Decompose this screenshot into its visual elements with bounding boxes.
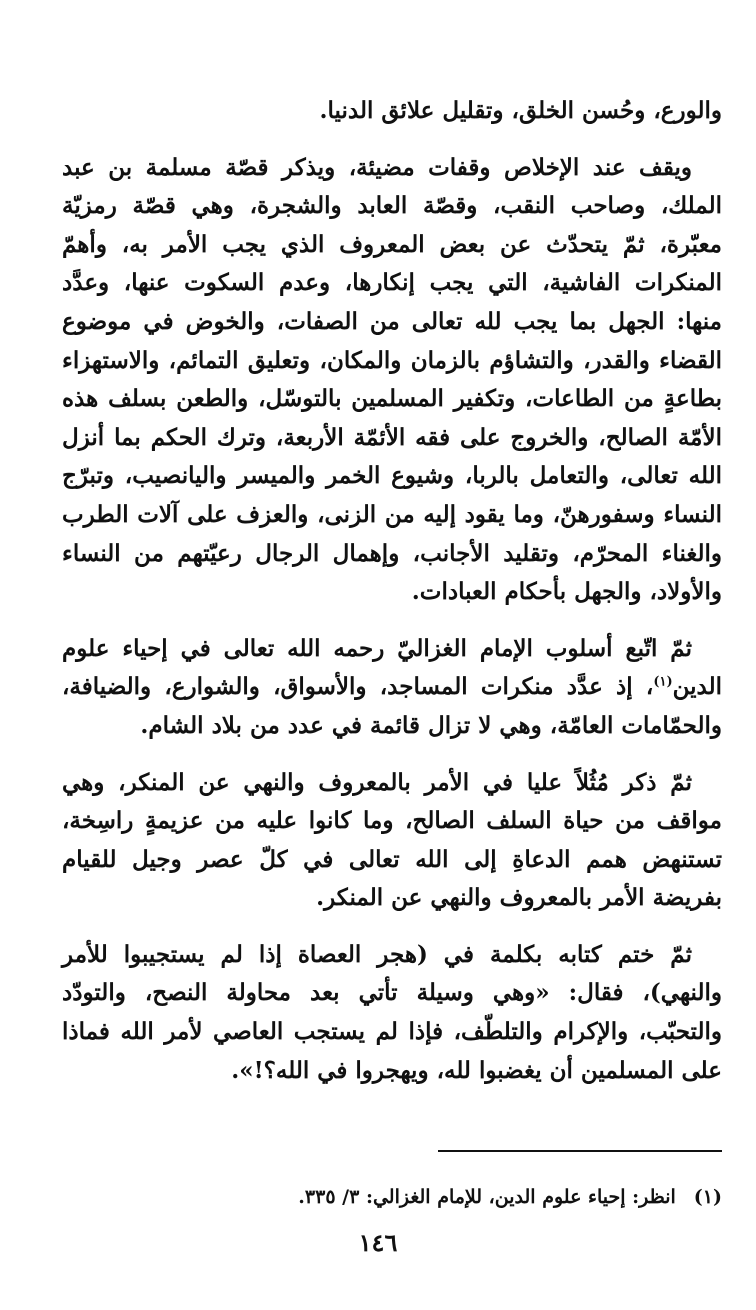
page-number: ١٤٦ — [358, 1228, 398, 1257]
footnote-text: انظر: إحياء علوم الدين، للإمام الغزالي: ٣/ ٣٣٥. — [298, 1186, 676, 1208]
paragraph-2: ويقف عند الإخلاص وقفات مضيئة، ويذكر قصّة مسلمة بن عبد الملك، وصاحب النقب، وقصّة العابد والشجرة، وهي قصّة رمزيّة معبّرة، ثمّ يتحدّث عن بعض المعروف الذي يجب الأمر به، وأهمّ المنكرات الفاشية، التي يجب إنكارها، وعدم السكوت عنها، وعدَّد منها: الجهل بما يجب لله تعالى من الصفات، والخوض في موضوع القضاء والقدر، والتشاؤم بالزمان والمكان، وتعليق التمائم، والاستهزاء بطاعةٍ من الطاعات، وتكفير المسلمين بالتوسّل، والطعن بسلف هذه الأمّة الصالح، والخروج على فقه الأئمّة الأربعة، وترك الحكم بما أنزل الله تعالى، والتعامل بالربا، وشيوع الخمر والميسر واليانصيب، وتبرّج النساء وسفورهنّ، وما يقود إليه من الزنى، والعزف على آلات الطرب والغناء المحرّم، وتقليد الأجانب، وإهمال الرجال رعيّتهم من النساء والأولاد، والجهل بأحكام العبادات. — [62, 153, 722, 606]
footnote-number: (١) — [693, 1186, 722, 1208]
paragraph-1: والورع، وحُسن الخلق، وتقليل علائق الدنيا. — [319, 97, 722, 124]
paragraph-3-text: ثمّ اتّبع أسلوب الإمام الغزاليّ رحمه الله تعالى في إحياء علوم الدين — [62, 634, 722, 701]
page-body — [62, 92, 722, 1108]
paragraph-3-text-continued: ، إذ عدَّد منكرات المساجد، والأسواق، والشوارع، والضيافة، والحمّامات العامّة، وهي لا تزال قائمة في عدد من بلاد الشام. — [62, 673, 722, 739]
footnote — [62, 1182, 722, 1212]
footnote-divider — [438, 1150, 722, 1152]
paragraph-4: ثمّ ذكر مُثُلاً عليا في الأمر بالمعروف والنهي عن المنكر، وهي مواقف من حياة السلف الصالح، وما كانوا عليه من عزيمةٍ راسِخة، تستنهض همم الدعاةِ إلى الله تعالى في كلّ عصر وجيل للقيام بفريضة الأمر بالمعروف والنهي عن المنكر. — [62, 768, 722, 912]
footnote-marker[interactable]: (١) — [653, 674, 673, 690]
paragraph-5: ثمّ ختم كتابه بكلمة في (هجر العصاة إذا لم يستجيبوا للأمر والنهي)، فقال: «وهي وسيلة تأتي بعد محاولة النصح، والتودّد والتحبّب، والإكرام والتلطّف، فإذا لم يستجب العاصي لأمر الله فماذا على المسلمين أن يغضبوا لله، ويهجروا في الله؟!». — [62, 940, 722, 1084]
paragraph-3 — [62, 630, 722, 746]
